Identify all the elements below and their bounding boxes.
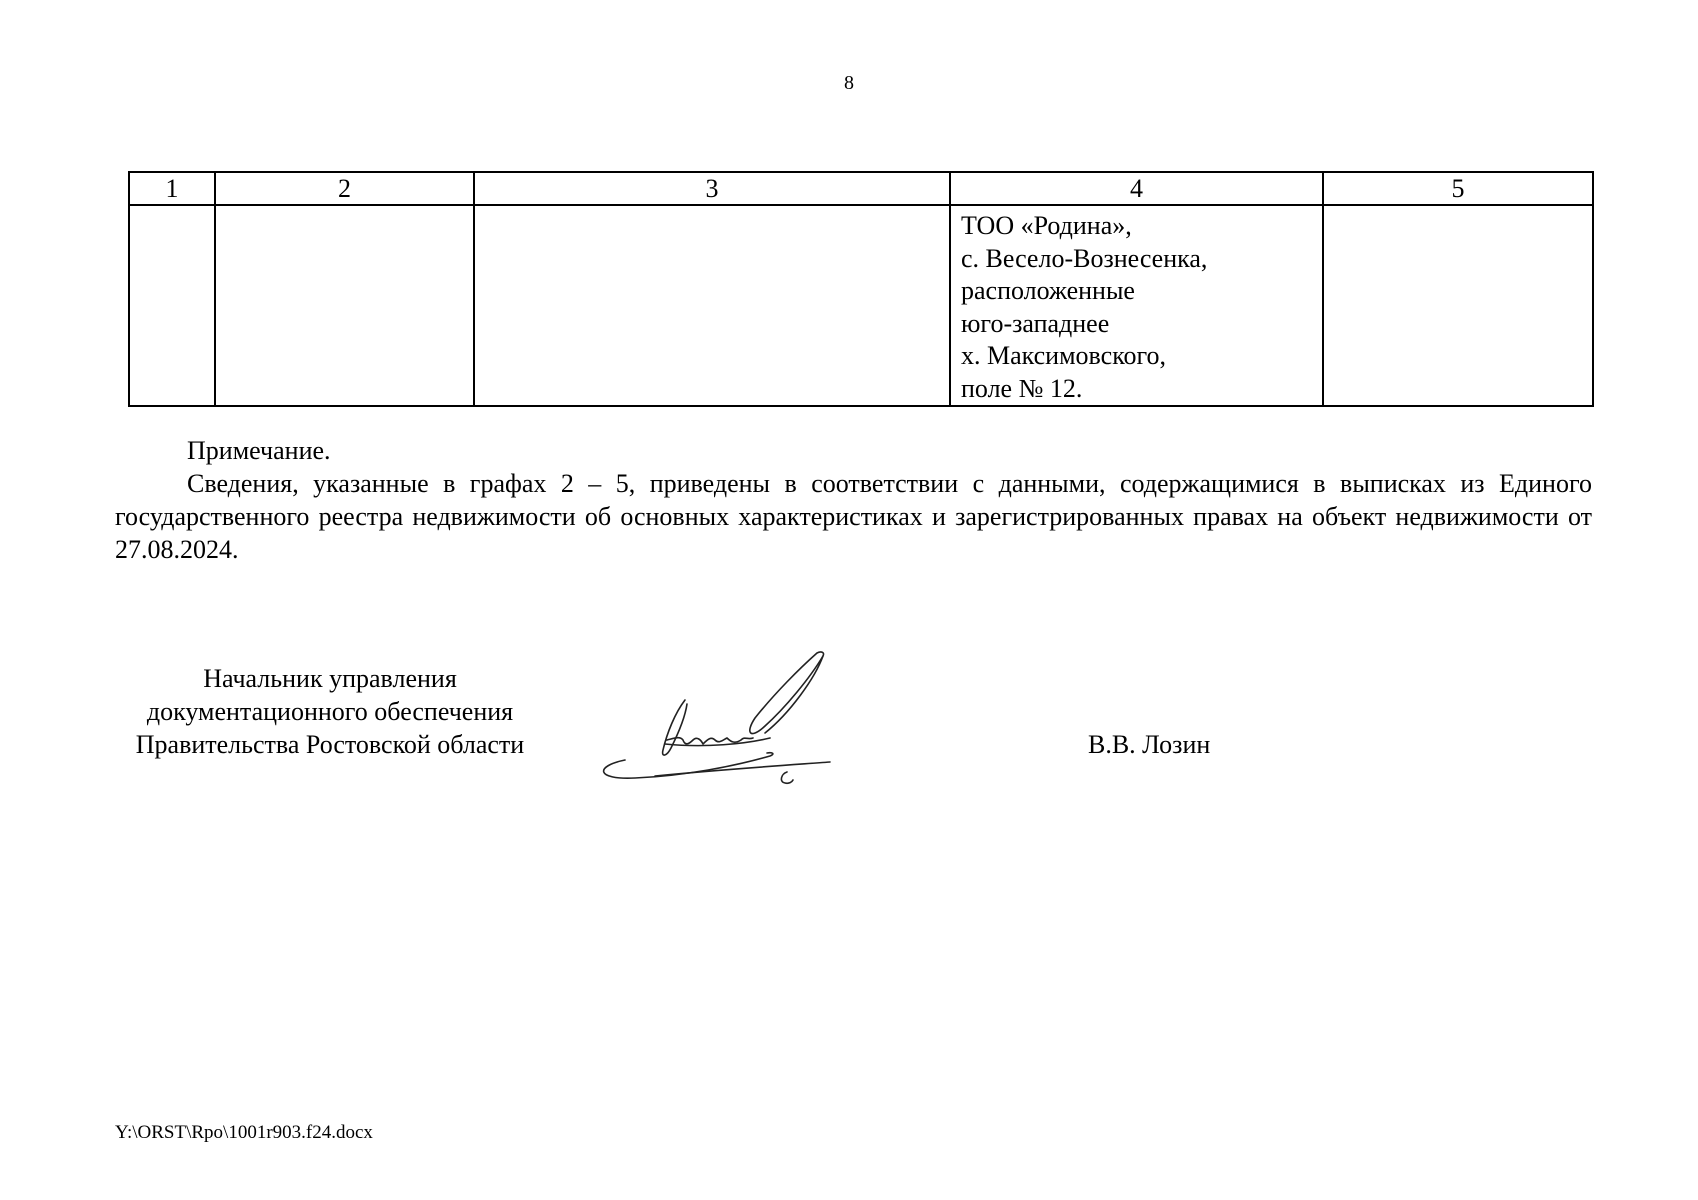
signer-position (115, 662, 545, 761)
column-header-4: 4 (950, 172, 1323, 205)
note-text: Сведения, указанные в графах 2 – 5, приведены в соответствии с данными, содержащимися в выписках из Единого государственного реестра недвижимости об основных характеристиках и зарегистрированных правах на объект недвижимости от 27.08.2024. (115, 469, 1592, 564)
signer-position-line: Правительства Ростовской области (135, 730, 525, 759)
signer-position-line: документационного обеспечения (146, 697, 514, 726)
cell-col-2 (215, 205, 474, 406)
cell-line: х. Максимовского, (961, 341, 1167, 370)
note-title: Примечание. (187, 436, 331, 465)
table-row (129, 205, 1593, 406)
cell-col-1 (129, 205, 215, 406)
cell-line: ТОО «Родина», (961, 211, 1132, 240)
cell-line: расположенные (961, 276, 1135, 305)
signer-position-line: Начальник управления (203, 664, 457, 693)
page-number: 8 (844, 72, 854, 94)
cell-col-3 (474, 205, 950, 406)
column-header-5: 5 (1323, 172, 1593, 205)
cell-line: поле № 12. (961, 373, 1083, 403)
cell-line: юго-западнее (961, 308, 1110, 338)
cell-col-4 (950, 205, 1323, 406)
signer-name: В.В. Лозин (1088, 730, 1211, 759)
handwritten-signature (595, 648, 925, 793)
cell-col-5 (1323, 205, 1593, 406)
footer-file-path: Y:\ORST\Rpo\1001r903.f24.docx (115, 1122, 373, 1143)
data-table (128, 171, 1594, 407)
table-header-row (129, 172, 1593, 205)
cell-col-4-text (951, 206, 1322, 405)
column-header-2: 2 (215, 172, 474, 205)
note-section (115, 434, 1592, 566)
column-header-1: 1 (129, 172, 215, 205)
column-header-3: 3 (474, 172, 950, 205)
cell-line: с. Весело-Вознесенка, (961, 243, 1208, 273)
